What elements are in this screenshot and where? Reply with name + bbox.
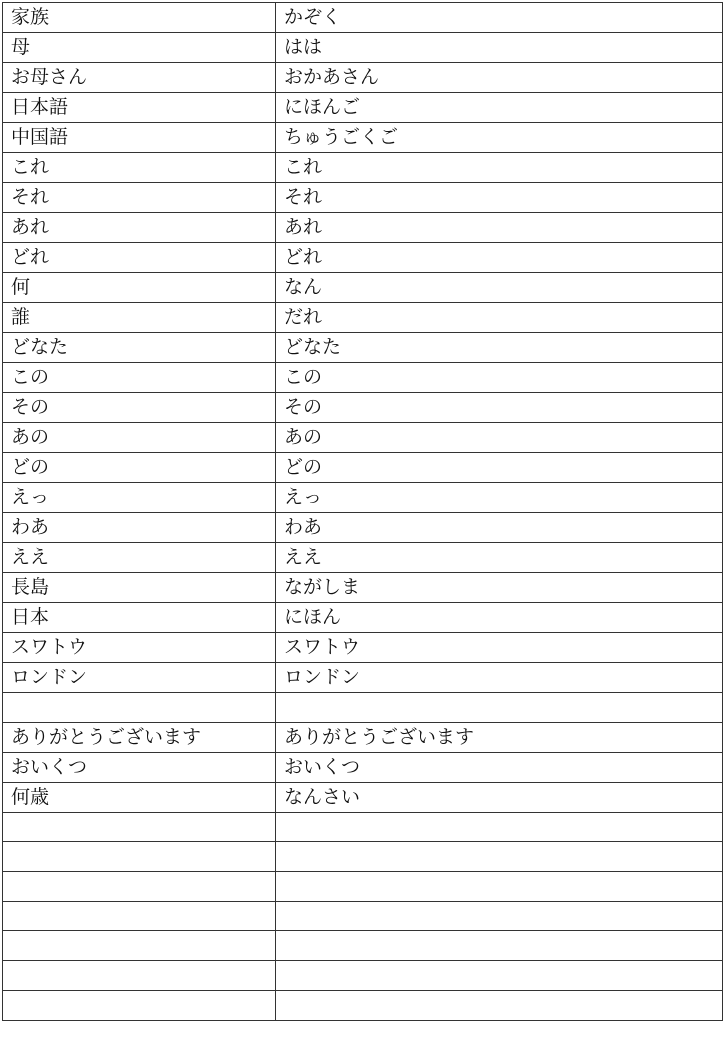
table-row bbox=[3, 990, 723, 1020]
word-cell: あの bbox=[3, 423, 276, 453]
word-cell bbox=[3, 872, 276, 902]
word-cell: 母 bbox=[3, 33, 276, 63]
table-row bbox=[3, 153, 723, 183]
reading-cell: はは bbox=[276, 33, 723, 63]
table-row bbox=[3, 573, 723, 603]
reading-cell: にほんご bbox=[276, 93, 723, 123]
table-row bbox=[3, 663, 723, 693]
word-cell: この bbox=[3, 363, 276, 393]
reading-cell bbox=[276, 901, 723, 931]
word-cell: 日本 bbox=[3, 603, 276, 633]
table-row bbox=[3, 393, 723, 423]
reading-cell: ロンドン bbox=[276, 663, 723, 693]
word-cell: あれ bbox=[3, 213, 276, 243]
table-row bbox=[3, 513, 723, 543]
word-cell: ありがとうございます bbox=[3, 722, 276, 752]
table-row bbox=[3, 812, 723, 842]
table-row bbox=[3, 333, 723, 363]
table-row bbox=[3, 423, 723, 453]
reading-cell: あれ bbox=[276, 213, 723, 243]
reading-cell: その bbox=[276, 393, 723, 423]
word-cell: 何歳 bbox=[3, 782, 276, 812]
table-row bbox=[3, 63, 723, 93]
vocabulary-table-body bbox=[3, 3, 723, 1021]
reading-cell bbox=[276, 961, 723, 991]
reading-cell: それ bbox=[276, 183, 723, 213]
table-row bbox=[3, 363, 723, 393]
reading-cell: おかあさん bbox=[276, 63, 723, 93]
word-cell: ええ bbox=[3, 543, 276, 573]
reading-cell: この bbox=[276, 363, 723, 393]
table-row bbox=[3, 303, 723, 333]
table-row bbox=[3, 213, 723, 243]
reading-cell: ちゅうごくご bbox=[276, 123, 723, 153]
reading-cell bbox=[276, 812, 723, 842]
table-row bbox=[3, 33, 723, 63]
table-row bbox=[3, 183, 723, 213]
word-cell: どれ bbox=[3, 243, 276, 273]
word-cell: 日本語 bbox=[3, 93, 276, 123]
table-row bbox=[3, 872, 723, 902]
reading-cell: にほん bbox=[276, 603, 723, 633]
word-cell: 中国語 bbox=[3, 123, 276, 153]
vocabulary-table bbox=[2, 2, 723, 1021]
word-cell: お母さん bbox=[3, 63, 276, 93]
word-cell bbox=[3, 961, 276, 991]
reading-cell: ながしま bbox=[276, 573, 723, 603]
table-row bbox=[3, 633, 723, 663]
reading-cell: えっ bbox=[276, 483, 723, 513]
table-row bbox=[3, 901, 723, 931]
reading-cell: かぞく bbox=[276, 3, 723, 33]
table-row bbox=[3, 93, 723, 123]
reading-cell: ありがとうございます bbox=[276, 722, 723, 752]
reading-cell: なん bbox=[276, 273, 723, 303]
word-cell: わあ bbox=[3, 513, 276, 543]
reading-cell: スワトウ bbox=[276, 633, 723, 663]
table-row bbox=[3, 961, 723, 991]
reading-cell bbox=[276, 872, 723, 902]
word-cell: その bbox=[3, 393, 276, 423]
word-cell: おいくつ bbox=[3, 752, 276, 782]
word-cell bbox=[3, 931, 276, 961]
word-cell: 長島 bbox=[3, 573, 276, 603]
table-row bbox=[3, 483, 723, 513]
table-row bbox=[3, 842, 723, 872]
reading-cell: なんさい bbox=[276, 782, 723, 812]
reading-cell: どの bbox=[276, 453, 723, 483]
word-cell: 何 bbox=[3, 273, 276, 303]
word-cell: スワトウ bbox=[3, 633, 276, 663]
word-cell bbox=[3, 990, 276, 1020]
table-row bbox=[3, 722, 723, 752]
reading-cell bbox=[276, 931, 723, 961]
table-row bbox=[3, 273, 723, 303]
reading-cell: おいくつ bbox=[276, 752, 723, 782]
reading-cell bbox=[276, 693, 723, 723]
word-cell bbox=[3, 812, 276, 842]
word-cell: これ bbox=[3, 153, 276, 183]
reading-cell bbox=[276, 990, 723, 1020]
word-cell: それ bbox=[3, 183, 276, 213]
word-cell bbox=[3, 693, 276, 723]
word-cell: えっ bbox=[3, 483, 276, 513]
word-cell: ロンドン bbox=[3, 663, 276, 693]
table-row bbox=[3, 3, 723, 33]
reading-cell: これ bbox=[276, 153, 723, 183]
table-row bbox=[3, 782, 723, 812]
table-row bbox=[3, 752, 723, 782]
word-cell: どなた bbox=[3, 333, 276, 363]
reading-cell: どなた bbox=[276, 333, 723, 363]
reading-cell bbox=[276, 842, 723, 872]
word-cell: 家族 bbox=[3, 3, 276, 33]
word-cell: 誰 bbox=[3, 303, 276, 333]
reading-cell: わあ bbox=[276, 513, 723, 543]
reading-cell: だれ bbox=[276, 303, 723, 333]
reading-cell: どれ bbox=[276, 243, 723, 273]
table-row bbox=[3, 543, 723, 573]
word-cell bbox=[3, 842, 276, 872]
table-row bbox=[3, 931, 723, 961]
word-cell bbox=[3, 901, 276, 931]
table-row bbox=[3, 243, 723, 273]
reading-cell: ええ bbox=[276, 543, 723, 573]
table-row bbox=[3, 693, 723, 723]
table-row bbox=[3, 453, 723, 483]
table-row bbox=[3, 123, 723, 153]
table-row bbox=[3, 603, 723, 633]
word-cell: どの bbox=[3, 453, 276, 483]
reading-cell: あの bbox=[276, 423, 723, 453]
